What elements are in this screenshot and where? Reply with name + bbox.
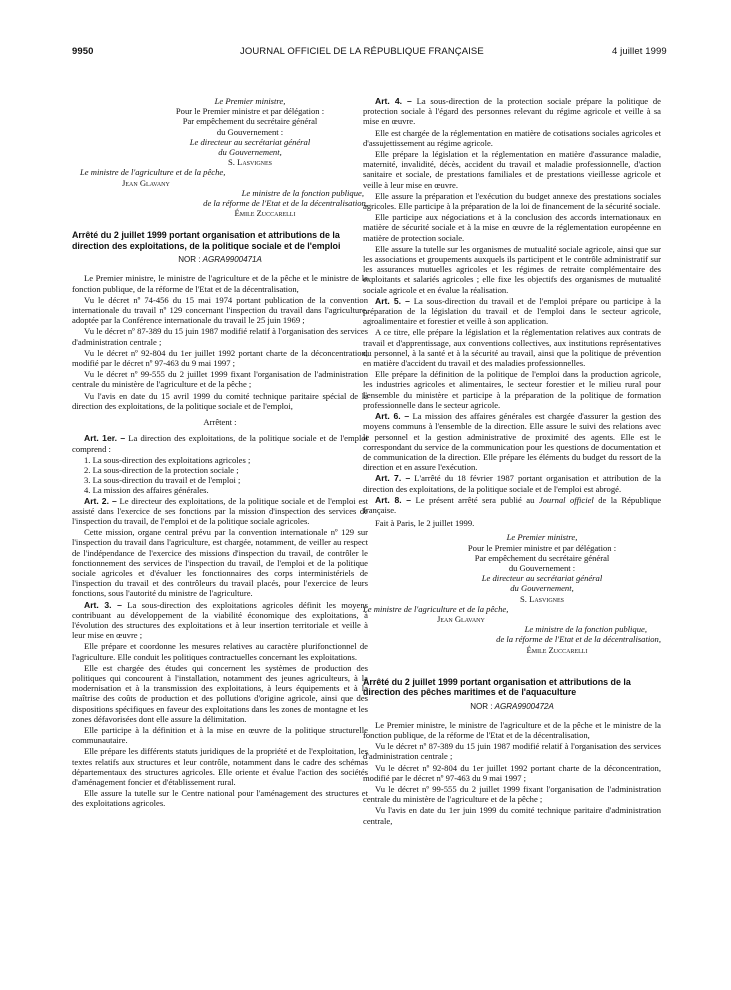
sig-line: Le Premier ministre, [506,532,578,543]
decree-title: Arrêté du 2 juillet 1999 portant organisation et attributions de la direction des exploitations, de la politique sociale et de l'emploi [72,230,341,251]
list-item: 4. La mission des affaires générales. [84,485,209,496]
minister-title: de la réforme de l'Etat et de la décentralisation, [496,634,661,645]
right-column [363,96,661,827]
nor-code: AGRA9900472A [494,701,554,711]
minister-title: Le ministre de la fonction publique, [241,187,364,198]
journal-officiel-ref: Journal officiel [538,494,594,505]
article-6 [363,411,661,472]
sig-line: du Gouvernement, [510,583,574,594]
signature-block-1 [72,96,368,167]
paragraph: Elle prépare la législation et la réglementation en matière d'assurance maladie, maternité, invalidité, décès, accident du travail et maladie professionnelle, d'action sanitaire et sociale, de prestations familiales et de prestations vieillesse agricole et veille à leur mise en œuvre. [363,149,661,190]
article-text: de la République française. [363,494,662,515]
article-5 [363,296,661,327]
article-label: Art. 6. – [375,411,410,422]
paragraph: Vu l'avis en date du 1er juin 1999 du comité technique paritaire d'administration centrale, [363,805,661,826]
article-text: La sous-direction de la protection sociale prépare la politique de protection sociale à l'égard des personnes relevant du régime agricole et veille à sa mise en œuvre. [363,96,661,127]
paragraph: Vu le décret nº 74-456 du 15 mai 1974 portant publication de la convention internationale du travail nº 129 concernant l'inspection du travail dans l'agriculture, adoptée par la Conférence internationale du travail le 25 juin 1969 ; [72,294,368,326]
sig-line: Le directeur au secrétariat général [481,573,603,584]
paragraph: Elle prépare les différents statuts juridiques de la propriété et de l'exploitation, les textes relatifs aux structures et leur contrôle, notamment dans le cadre des schémas départementaux des structures agricoles. Elle oriente et évalue l'action des sociétés d'aménagement foncier et d'établissement rural. [72,746,368,787]
paragraph: Vu le décret nº 87-389 du 15 juin 1987 modifié relatif à l'organisation des services d'administration centrale ; [363,741,661,762]
paragraph: Elle participe à la définition et à la mise en œuvre de la politique structurelle communautaire. [72,724,368,746]
paragraph: Cette mission, organe central prévu par la convention internationale nº 129 sur l'inspection du travail dans l'agriculture, est chargée, notamment, de veiller au respect de l'indépendance de l'exercice des missions d'inspection du travail, de contrôler le fonctionnement des services de l'inspection du travail, de l'emploi et de la politique sociale agricoles et d'évaluer les fonctionnaires des corps interministériels de l'inspection du travail et des contrôleurs du travail placés, pour l'exercice de leurs fonctions, sous l'autorité du ministre de l'agriculture. [72,527,368,599]
minister-name: Jean Glavany [437,613,485,624]
paragraph: Vu le décret nº 87-389 du 15 juin 1987 modifié relatif à l'organisation des services d'administration centrale ; [72,326,368,347]
article-text: Le directeur des exploitations, de la politique sociale et de l'emploi est assisté dans l'exercice de ses fonctions par la mission d'inspection des services de l'inspection du travail, de l'emploi et de la politique sociale agricoles. [72,495,368,526]
sig-line: Par empêchement du secrétaire général [474,552,610,563]
list-item: 2. La sous-direction de la protection sociale ; [84,464,239,475]
sig-line: Par empêchement du secrétaire général [182,116,318,127]
article-text: La sous-direction du travail et de l'emploi prépare ou participe à la préparation de la législation du travail et de l'emploi dans le secteur agricole, agroalimentaire et forestier et veille à son application. [363,295,661,327]
page-number: 9950 [72,46,94,57]
paragraph: Elle participe aux négociations et à la conclusion des accords internationaux en matière de sécurité sociale et à la mise en œuvre de la réglementation européenne en matière de protection sociale. [363,212,661,243]
sig-line: du Gouvernement : [508,562,576,573]
article-text: La sous-direction des exploitations agricoles définit les moyens contribuant au développement de la viabilité économique des exploitations, à l'évolution des structures des exploitations et à leur insertion territoriale et veille à leur mise en œuvre ; [72,599,368,641]
minister-name: Jean Glavany [122,177,170,188]
paragraph: Le Premier ministre, le ministre de l'agriculture et de la pêche et le ministre de la fonction publique, de la réforme de l'Etat et de la décentralisation, [363,719,661,740]
sig-name: S. Lasvignes [520,593,564,604]
minister-title: de la réforme de l'Etat et de la décentralisation, [203,198,368,209]
list-item: 1. La sous-direction des exploitations agricoles ; [84,454,251,465]
minister-title: Le ministre de la fonction publique, [524,624,647,635]
nor-label: NOR : [178,255,201,265]
sig-line: Le directeur au secrétariat général [189,136,311,147]
nor-reference [363,702,661,712]
article-label: Art. 3. – [84,599,122,610]
article-text: La direction des exploitations, de la politique sociale et de l'emploi comprend : [72,433,369,454]
article-label: Art. 2. – [84,495,117,506]
paragraph: Elle est chargée des études qui concernent les systèmes de production des politiques qui concourent à l'installation, notamment des jeunes agriculteurs, à la modernisation et à la transmission des exploitations, à leurs équipements et à la maîtrise des coûts de production et des pollutions d'origine agricole, ainsi que des dispositions spécifiques en faveur des exploitations dans les zones de montagne et les zones défavorisées dont elle assure la délimitation. [72,662,368,724]
article-text: L'arrêté du 18 février 1987 portant organisation et attribution de la direction des exploitations, de la politique sociale et de l'emploi est abrogé. [363,473,661,494]
paragraph: Vu le décret nº 99-555 du 2 juillet 1999 fixant l'organisation de l'administration centrale du ministère de l'agriculture et de la pêche ; [72,369,368,390]
article-7 [363,473,661,493]
sig-line: du Gouvernement : [216,126,284,137]
arretent-heading: Arrêtent : [203,417,237,428]
article-text: La mission des affaires générales est chargée d'assurer la gestion des moyens communs à l'ensemble de la direction. Elle assure le suivi des relations avec le personnel et la gestion administrative de proximité des agents. Elle est le correspondant du service de la communication pour les questions de documentation et de communication de la direction. Elle prépare les éléments du budget du ressort de la direction et en assure l'exécution. [363,411,661,473]
paragraph: A ce titre, elle prépare la législation et la réglementation relatives aux contrats de travail et d'apprentissage, aux conventions collectives, aux institutions représentatives du personnel, à la santé et à la sécurité au travail, ainsi que la politique de prévention en matière d'accident du travail et des maladies professionnelles. [363,327,661,369]
paragraph: Vu le décret nº 92-804 du 1er juillet 1992 portant charte de la déconcentration, modifié par le décret nº 97-463 du 9 mai 1997 ; [72,347,368,369]
sig-line: Le Premier ministre, [214,96,286,106]
paragraph: Le Premier ministre, le ministre de l'agriculture et de la pêche et le ministre de la fonction publique, de la réforme de l'Etat et de la décentralisation, [72,273,368,294]
article-4 [363,96,661,127]
list-item: 3. La sous-direction du travail et de l'emploi ; [84,475,241,486]
article-label: Art. 7. – [375,473,411,484]
article-label: Art. 5. – [375,295,410,306]
nor-label: NOR : [470,701,493,711]
sig-line: du Gouvernement, [218,147,282,158]
signature-block-2 [363,532,661,603]
minister-title: Le ministre de l'agriculture et de la pêche, [80,167,226,178]
article-label: Art. 8. – [375,494,412,505]
paragraph: Vu le décret nº 99-555 du 2 juillet 1999 fixant l'organisation de l'administration centrale du ministère de l'agriculture et de la pêche ; [363,784,661,805]
article-8 [363,495,661,515]
journal-title: JOURNAL OFFICIEL DE LA RÉPUBLIQUE FRANÇAISE [240,46,484,57]
minister-name: Émile Zuccarelli [526,644,588,655]
article-label: Art. 4. – [375,96,412,106]
article-3 [72,600,368,641]
minister-title: Le ministre de l'agriculture et de la pêche, [363,603,509,614]
nor-reference [72,255,368,265]
paragraph: Elle prépare et coordonne les mesures relatives au caractère plurifonctionnel de l'agriculture. Elle conduit les politiques contractuelles concernant les exploitations. [72,641,368,662]
paragraph: Elle prépare la définition de la politique de l'emploi dans la production agricole, les industries agricoles et alimentaires, le secteur forestier et le milieu rural pour l'ensemble du ministère et participe à la préparation de la politique de formation professionnelle dans le secteur agricole. [363,369,661,410]
sig-name: S. Lasvignes [228,157,272,168]
paragraph: Elle assure la tutelle sur le Centre national pour l'aménagement des structures et des exploitations agricoles. [72,788,368,809]
nor-code: AGRA9900471A [202,255,262,265]
paragraph: Elle assure la préparation et l'exécution du budget annexe des prestations sociales agricoles. Elle participe à la préparation de la loi de financement de la sécurité sociale. [363,190,661,212]
paragraph: Vu le décret nº 92-804 du 1er juillet 1992 portant charte de la déconcentration, modifié par le décret nº 97-463 du 9 mai 1997 ; [363,762,661,783]
article-label: Art. 1er. – [84,433,126,444]
issue-date: 4 juillet 1999 [612,46,667,57]
paragraph: Vu l'avis en date du 15 avril 1999 du comité technique paritaire spécial de la direction des exploitations, de la politique sociale et de l'emploi, [72,390,368,411]
paragraph: Elle assure la tutelle sur les organismes de mutualité sociale agricole, ainsi que sur les associations et groupements auxquels ils participent et le contrôle administratif sur les assurances mutuelles agricoles et les régimes de retraite complémentaire des exploitants et salariés agricoles ; elle fixe les objectifs des organismes de mutualité sociale agricole et en évalue la réalisation. [363,243,661,295]
fait-a-paris: Fait à Paris, le 2 juillet 1999. [375,518,475,529]
article-1 [72,433,368,453]
paragraph: Elle est chargée de la réglementation en matière de cotisations sociales agricoles et d'assujettissement au régime agricole. [363,127,661,148]
left-column [72,96,368,810]
decree-title: Arrêté du 2 juillet 1999 portant organisation et attributions de la direction des pêches maritimes et de l'aquaculture [363,676,631,698]
sig-line: Pour le Premier ministre et par délégation : [467,542,617,553]
minister-name: Émile Zuccarelli [234,208,296,219]
article-2 [72,496,368,527]
article-text: Le présent arrêté sera publié au [415,494,535,505]
sig-line: Pour le Premier ministre et par délégation : [175,106,325,117]
